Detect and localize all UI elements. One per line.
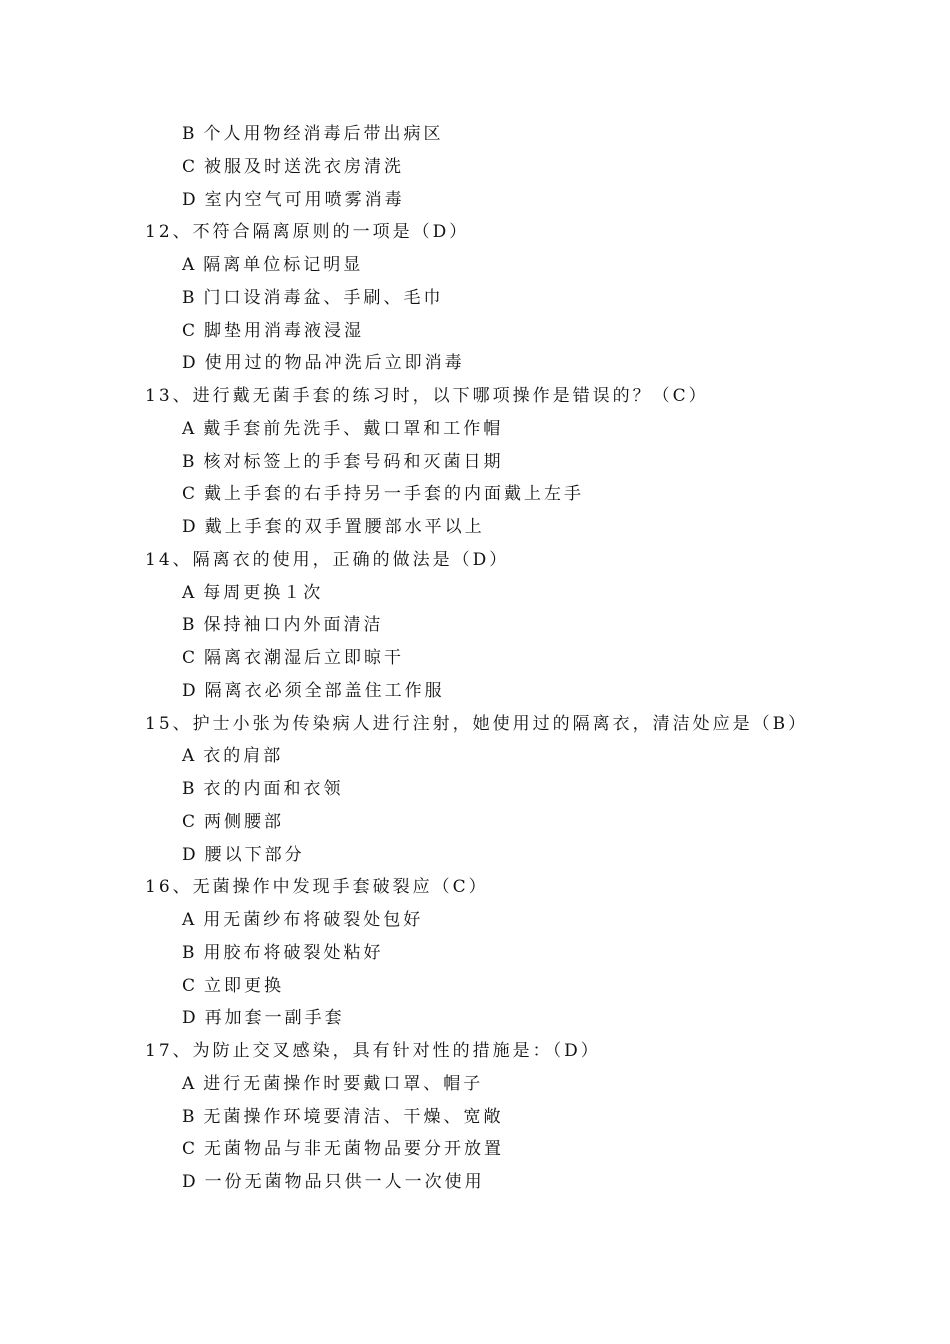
option-text: 核对标签上的手套号码和灭菌日期	[203, 451, 504, 472]
option-text: 隔离衣必须全部盖住工作服	[204, 680, 445, 701]
option-line	[0, 347, 950, 380]
option-text: 使用过的物品冲洗后立即消毒	[204, 353, 465, 374]
option-text: 隔离衣潮湿后立即晾干	[204, 648, 405, 668]
option-line	[0, 1068, 950, 1101]
option-line	[0, 609, 950, 642]
question-16: 16、无菌操作中发现手套破裂应（C）	[145, 877, 489, 898]
option-text: 再加套一副手套	[204, 1008, 345, 1029]
option-letter: B	[182, 942, 195, 963]
option-letter: D	[182, 1172, 196, 1192]
option-line	[0, 478, 950, 511]
option-line	[0, 118, 950, 151]
option-letter: C	[182, 811, 196, 832]
option-line	[0, 839, 950, 872]
option-text: 保持袖口内外面清洁	[203, 615, 384, 636]
option-letter: C	[182, 484, 196, 505]
option-line	[0, 446, 950, 479]
option-line	[0, 1166, 950, 1199]
option-text: 衣的内面和衣领	[203, 779, 344, 799]
option-line	[0, 773, 950, 806]
option-text: 个人用物经消毒后带出病区	[203, 124, 444, 144]
option-line	[0, 577, 950, 610]
option-letter: B	[182, 615, 195, 636]
option-text: 戴手套前先洗手、戴口罩和工作帽	[203, 418, 504, 439]
option-line	[0, 1101, 950, 1134]
option-text: 衣的肩部	[203, 746, 284, 767]
option-line	[0, 937, 950, 970]
option-text: 被服及时送洗衣房清洗	[204, 156, 405, 177]
option-text: 戴上手套的双手置腰部水平以上	[204, 517, 485, 537]
option-letter: C	[182, 320, 196, 341]
option-text: 用无菌纱布将破裂处包好	[203, 910, 424, 930]
option-letter: B	[182, 779, 195, 799]
option-line	[0, 675, 950, 708]
option-text: 腰以下部分	[204, 844, 305, 865]
option-line	[0, 249, 950, 282]
option-letter: C	[182, 648, 196, 668]
option-letter: D	[182, 844, 196, 865]
option-text: 两侧腰部	[204, 811, 285, 832]
option-line	[0, 413, 950, 446]
option-letter: B	[182, 124, 195, 144]
question-15: 15、护士小张为传染病人进行注射，她使用过的隔离衣，清洁处应是（B）	[145, 713, 809, 734]
option-line	[0, 740, 950, 773]
option-letter: B	[182, 1106, 195, 1127]
option-letter: C	[182, 975, 196, 996]
option-letter: A	[182, 746, 195, 767]
question-14: 14、隔离衣的使用，正确的做法是（D）	[145, 549, 510, 570]
option-letter: A	[182, 255, 195, 275]
option-text: 用胶布将破裂处粘好	[203, 942, 384, 963]
option-letter: D	[182, 189, 196, 210]
option-letter: A	[182, 582, 195, 603]
option-text: 脚垫用消毒液浸湿	[204, 320, 365, 341]
option-text: 每周更换１次	[203, 582, 324, 603]
option-text: 门口设消毒盆、手刷、毛巾	[203, 287, 444, 308]
option-letter: A	[182, 910, 195, 930]
option-text: 无菌物品与非无菌物品要分开放置	[204, 1139, 505, 1160]
option-line	[0, 1002, 950, 1035]
option-letter: D	[182, 680, 196, 701]
question-17: 17、为防止交叉感染，具有针对性的措施是：（D）	[145, 1041, 601, 1061]
option-line	[0, 642, 950, 675]
option-text: 戴上手套的右手持另一手套的内面戴上左手	[204, 484, 585, 505]
option-line	[0, 151, 950, 184]
question-13: 13、进行戴无菌手套的练习时，以下哪项操作是错误的？（C）	[145, 386, 709, 406]
option-letter: B	[182, 287, 195, 308]
option-text: 立即更换	[204, 975, 285, 996]
option-text: 一份无菌物品只供一人一次使用	[204, 1172, 485, 1192]
option-line	[0, 184, 950, 217]
option-text: 无菌操作环境要清洁、干燥、宽敞	[203, 1106, 504, 1127]
option-letter: C	[182, 156, 196, 177]
option-text: 隔离单位标记明显	[203, 255, 364, 275]
option-letter: D	[182, 353, 196, 374]
option-letter: A	[182, 1073, 195, 1094]
option-letter: A	[182, 418, 195, 439]
option-line	[0, 511, 950, 544]
option-text: 室内空气可用喷雾消毒	[204, 189, 405, 210]
question-12: 12、不符合隔离原则的一项是（D）	[145, 222, 470, 243]
option-letter: D	[182, 517, 196, 537]
option-line	[0, 904, 950, 937]
option-letter: D	[182, 1008, 196, 1029]
option-text: 进行无菌操作时要戴口罩、帽子	[203, 1073, 484, 1094]
option-line	[0, 282, 950, 315]
option-letter: B	[182, 451, 195, 472]
option-line	[0, 1133, 950, 1166]
option-line	[0, 970, 950, 1003]
option-line	[0, 806, 950, 839]
option-letter: C	[182, 1139, 196, 1160]
document-page	[0, 118, 950, 1199]
option-line	[0, 315, 950, 348]
